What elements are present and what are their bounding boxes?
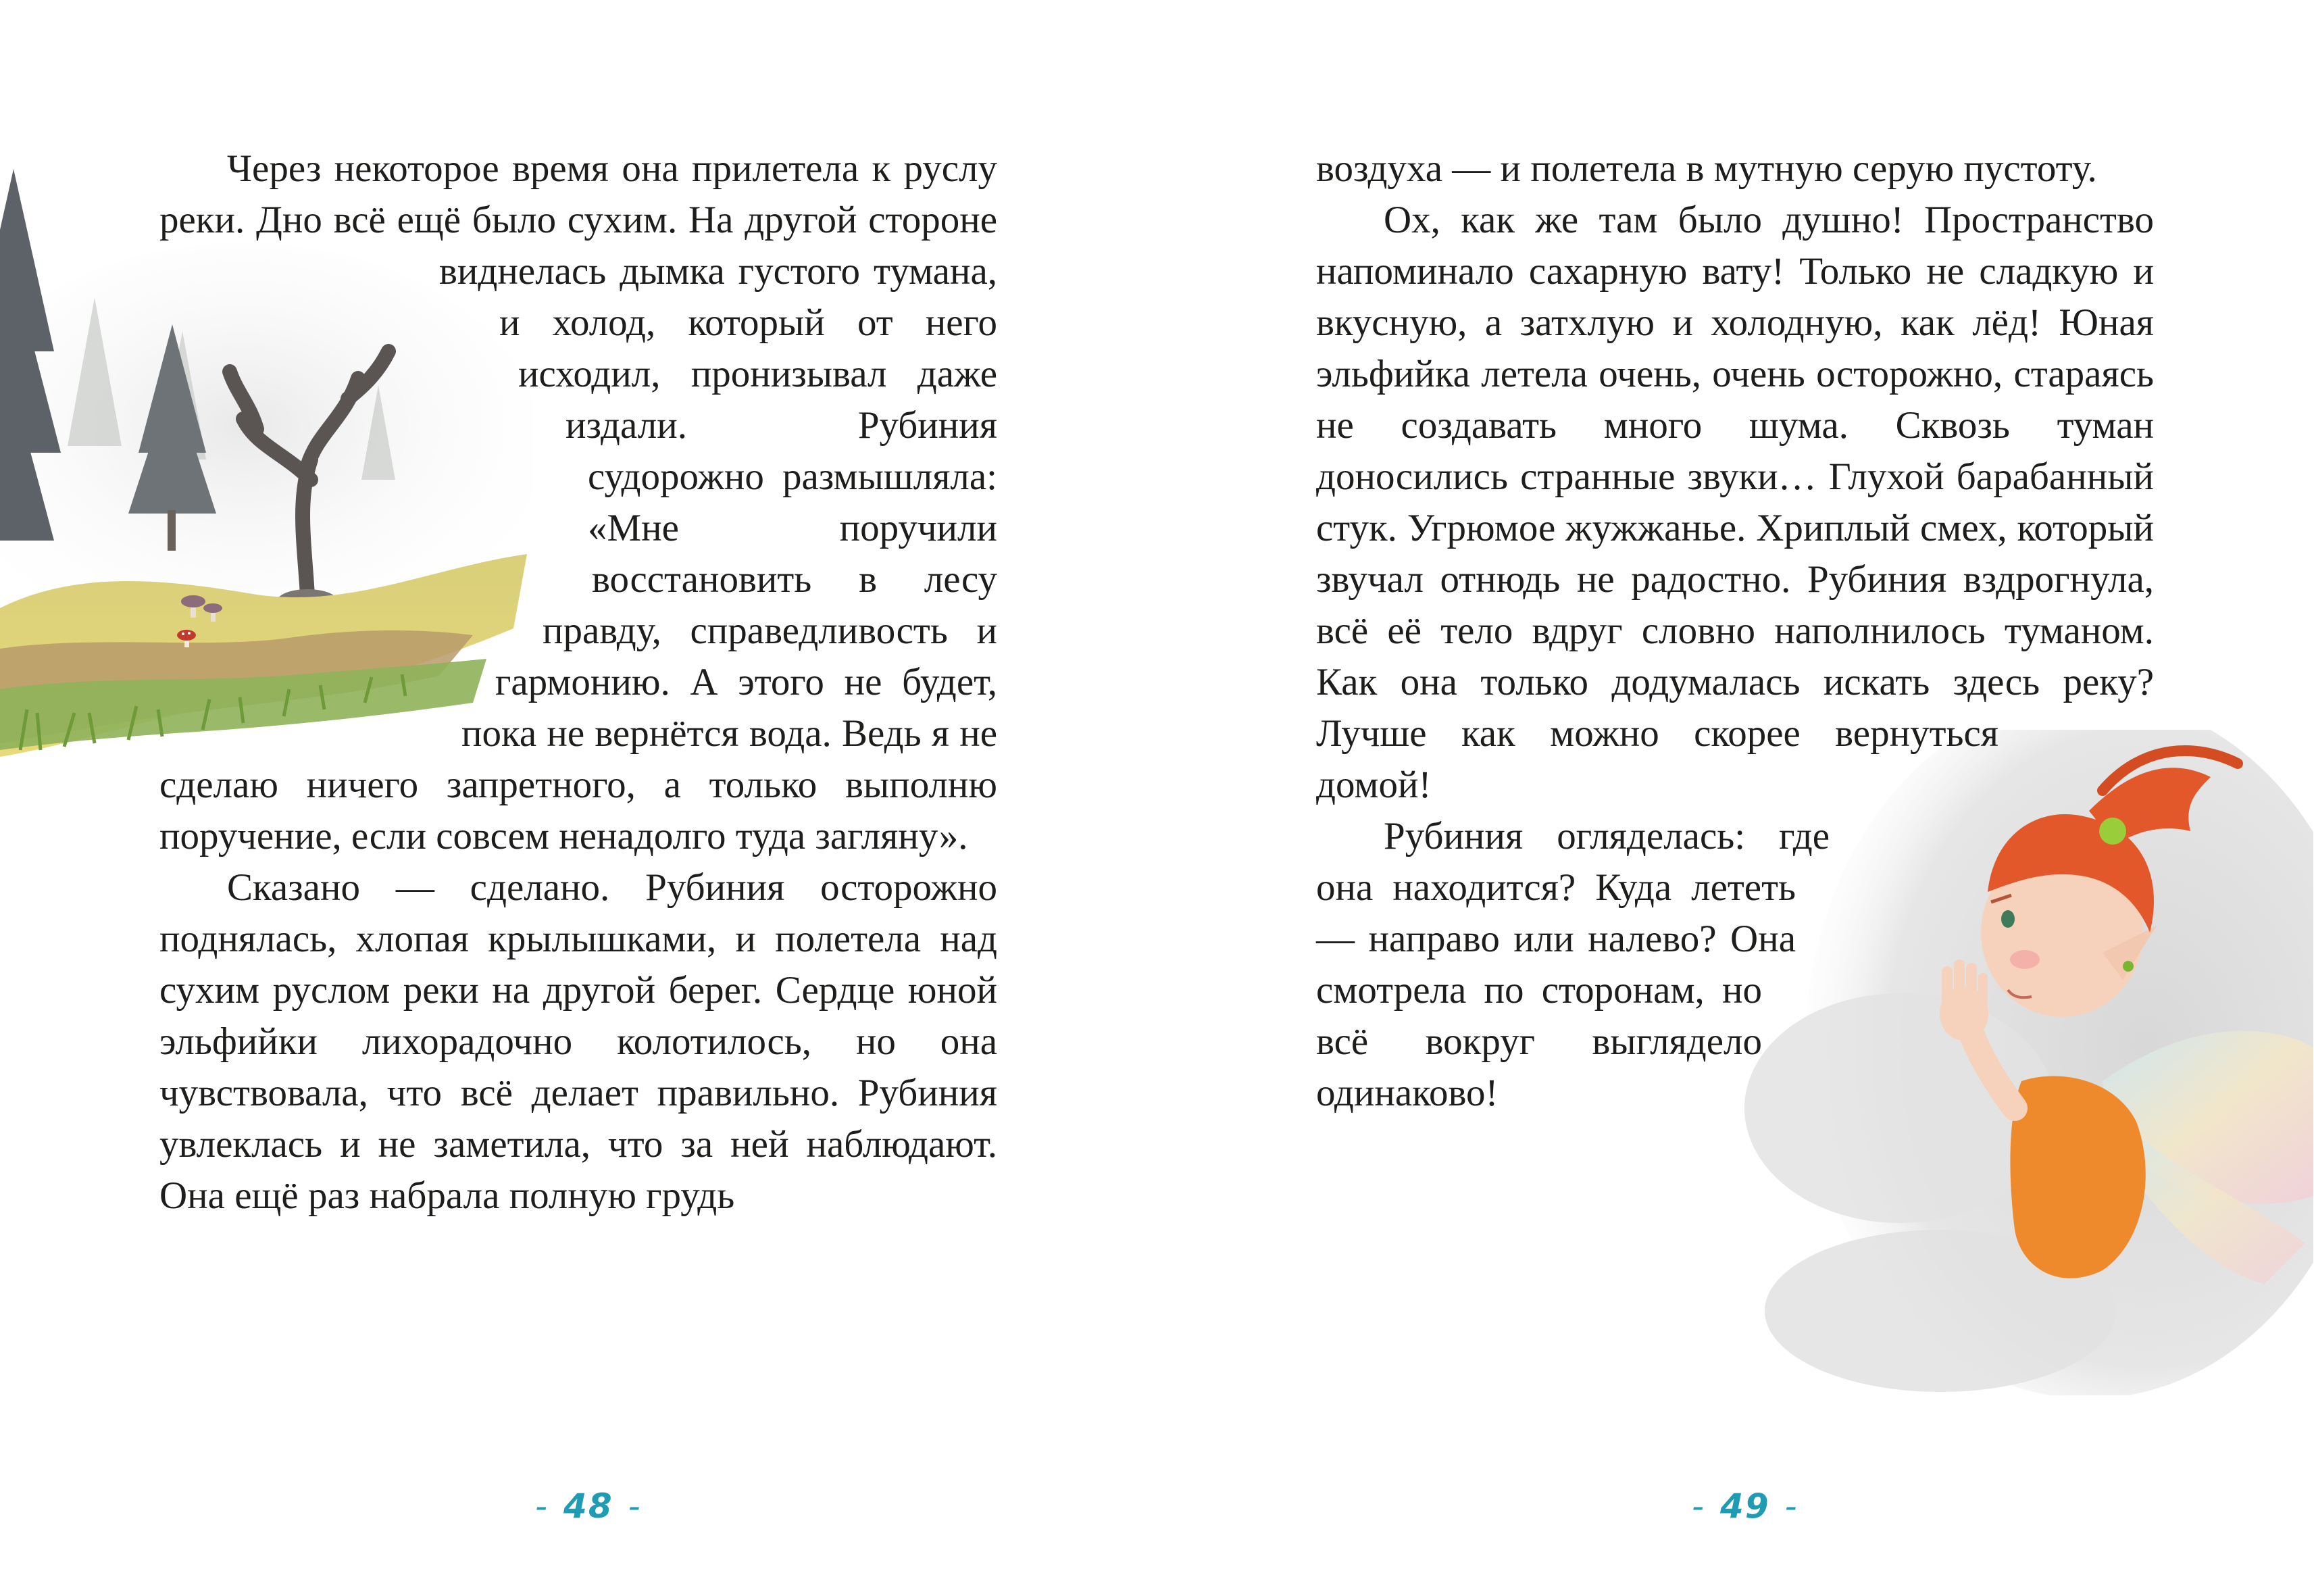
left-paragraph-1: Через некоторое время она прилетела к руслу реки. Дно всё ещё было сухим. На другой стороне виднелась дымка густого тумана, и холод, который от него исходил, пронизывал даже издали. Рубиния судорожно размышляла: «Мне поручили восстановить в лесу правду, справедливость и гармонию. А этого не будет, пока не вернётся вода. Ведь я не сделаю ничего запретного, а только выполню поручение, если совсем ненадолго туда загляну». xyxy=(159,147,997,857)
right-paragraph-continued: воздуха — и полетела в мутную серую пустоту. xyxy=(1316,147,2097,190)
page-number-right-value: 49 xyxy=(1720,1487,1770,1526)
right-page xyxy=(1157,0,2313,1596)
left-paragraph-2: Сказано — сделано. Рубиния осторожно поднялась, хлопая крылышками, и полетела над сухим руслом реки на другой берег. Сердце юной эльфийки лихорадочно колотилось, но она чувствовала, что всё делает правильно. Рубиния увлеклась и не заметила, что за ней наблюдают. Она ещё раз набрала полную грудь xyxy=(159,866,997,1217)
right-paragraph-1: Ох, как же там было душно! Пространство напоминало сахарную вату! Только не сладкую и вкусную, а затхлую и холодную, как лёд! Юная эльфийка летела очень, очень осторожно, стараясь не создавать много шума. Сквозь туман доносились странные звуки… Глухой барабанный стук. Угрюмое жужжанье. Хриплый смех, который звучал отнюдь не радостно. Рубиния вздрогнула, всё её тело вдруг словно наполнилось туманом. Как она только додумалась искать здесь реку? Лучше как можно скорее вернуться домой! xyxy=(1316,199,2154,806)
right-paragraph-2: Рубиния огляделась: где она находится? Куда лететь — направо или налево? Она смотрела по сторонам, но всё вокруг выглядело одинаково! xyxy=(1316,815,1830,1114)
page-number-left-value: 48 xyxy=(563,1487,613,1526)
page-number-left: - 48 - xyxy=(535,1487,642,1526)
right-page-text xyxy=(1316,143,2154,1376)
page-number-right: - 49 - xyxy=(1692,1487,1799,1526)
left-page-text xyxy=(159,143,997,1222)
